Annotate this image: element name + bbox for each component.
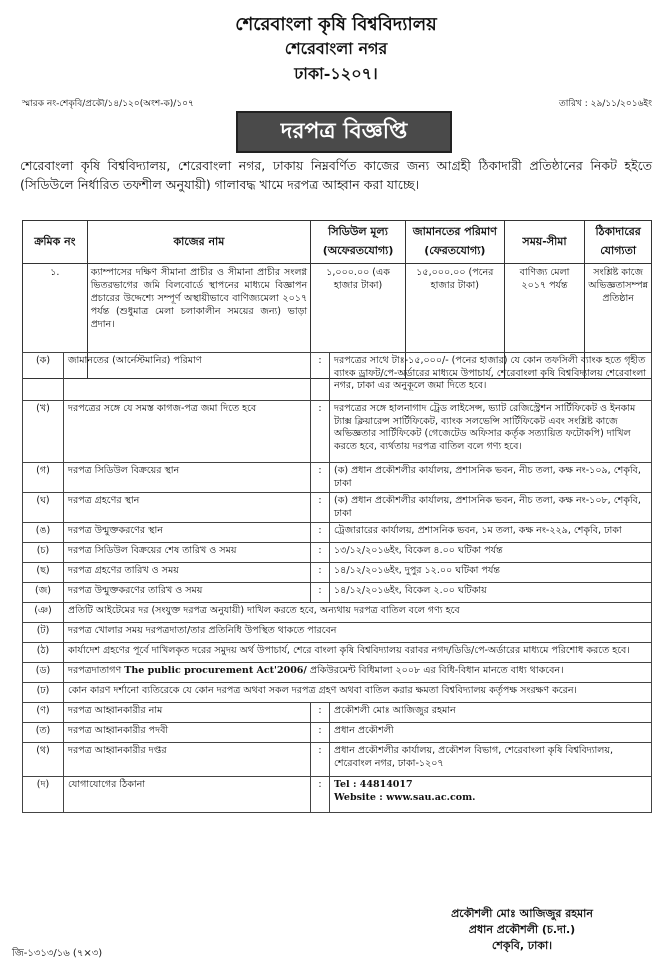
term-mark: (ত) — [23, 723, 64, 743]
contact-row — [23, 777, 652, 813]
term-colon: : — [311, 401, 330, 463]
cell-duration: বাণিজ্য মেলা ২০১৭ পর্যন্ত — [504, 264, 585, 379]
col-security: জামানতের পরিমাণ (ফেরতযোগ্য) — [405, 221, 504, 264]
term-colon: : — [311, 563, 330, 583]
note-text: দরপত্র খোলার সময় দরপত্রদাতা/তার প্রতিনিধি উপস্থিত থাকতে পারবেন — [64, 623, 652, 643]
term-mark: (ণ) — [23, 703, 64, 723]
term-value: (ক) প্রধান প্রকৌশলীর কার্যালয়, প্রশাসনিক ভবন, নীচ তলা, কক্ষ নং-১০৯, শেকৃবি, ঢাকা — [330, 463, 652, 493]
term-label: দরপত্র আহ্বানকারীর পদবী — [64, 723, 311, 743]
signatory-name: প্রকৌশলী মোঃ আজিজুর রহমান — [451, 907, 593, 920]
note-mark: (ঢ) — [23, 683, 64, 703]
university-name: শেরেবাংলা কৃষি বিশ্ববিদ্যালয় — [235, 14, 437, 35]
note-mark: (ড) — [23, 663, 64, 683]
term-row — [23, 583, 652, 603]
term-label: দরপত্র উন্মুক্তকরণের তারিখ ও সময় — [64, 583, 311, 603]
note-text-post: প্রকিউরমেন্ট বিধিমালা ২০০৮ এর বিধি-বিধান মানতে বাধ্য থাকবেন। — [306, 665, 564, 676]
contact-value — [330, 777, 652, 813]
note-text-pre: দরপত্রদাতাগণ — [68, 665, 125, 676]
term-mark: (গ) — [23, 463, 64, 493]
term-value: দরপত্রের সঙ্গে হালনাগাদ ট্রেড লাইসেন্স, ভ্যাট রেজিস্ট্রেশন সার্টিফিকেট ও ইনকাম ট্যাক্স ক্লিয়ারেন্স সার্টিফিকেট, ব্যাংক সলভেন্সি সার্টিফিকেট এবং সংশ্লিষ্ট কাজে অভিজ্ঞতার সার্টিফিকেট (গেজেটেড অফিসার কর্তৃক সত্যায়িত ফটোকপি) দাখিল করতে হবে, ব্যর্থতায় দরপত্র বাতিল বলে গণ্য হবে। — [330, 401, 652, 463]
term-row — [23, 523, 652, 543]
note-row — [23, 663, 652, 683]
notice-title: দরপত্র বিজ্ঞপ্তি — [236, 111, 452, 153]
term-colon: : — [311, 463, 330, 493]
term-label: দরপত্র গ্রহণের তারিখ ও সময় — [64, 563, 311, 583]
term-value: প্রধান প্রকৌশলীর কার্যালয়, প্রকৌশল বিভাগ, শেরেবাংলা কৃষি বিশ্ববিদ্যালয়, শেরেবাংল নগর, ঢাকা-১২০৭ — [330, 743, 652, 777]
cell-security: ১৫,০০০.০০ (পনের হাজার টাকা) — [405, 264, 504, 379]
term-label: জামানতের (আর্নেস্টমানির) পরিমাণ — [64, 353, 311, 401]
term-mark: (থ) — [23, 743, 64, 777]
footer-code: জি-১৩১৩/১৬ (৭×৩) — [12, 948, 103, 959]
memo-number: স্মারক নং-শেকৃবি/প্রকৌ/১৪/১২০(অংশ-ক)/১০৭ — [22, 99, 194, 109]
university-city: ঢাকা-১২০৭। — [294, 64, 378, 83]
term-row — [23, 463, 652, 493]
term-mark: (ছ) — [23, 563, 64, 583]
cell-work: ক্যাম্পাসের দক্ষিণ সীমানা প্রাচীর ও সীমানা প্রাচীর সংলগ্ন ভিতরভাগের জমি বিলবোর্ডে স্থাপনের মাধ্যমে বিজ্ঞাপন প্রচারের উদ্দেশ্যে সম্পূর্ণ অস্থায়ীভাবে বাণিজ্যমেলা ২০১৭ পর্যন্ত (শুধুমাত্র মেলা চলাকালীন সময়ের জন্য) ভাড়া প্রদান। — [87, 264, 310, 379]
term-mark: (জ) — [23, 583, 64, 603]
term-label: দরপত্রের সঙ্গে যে সমস্ত কাগজ-পত্র জমা দিতে হবে — [64, 401, 311, 463]
contact-phone: Tel : 44814017 — [334, 779, 413, 790]
term-row — [23, 703, 652, 723]
tender-table-header — [23, 221, 652, 264]
term-row — [23, 353, 652, 401]
col-serial: ক্রমিক নং — [23, 221, 88, 264]
term-label: দরপত্র আহ্বানকারীর নাম — [64, 703, 311, 723]
cell-qualification: সংশ্লিষ্ট কাজে অভিজ্ঞতাসম্পন্ন প্রতিষ্ঠান — [585, 264, 652, 379]
col-schedule-price: সিডিউল মূল্য (অফেরতযোগ্য) — [311, 221, 406, 264]
term-label: দরপত্র সিডিউল বিক্রয়ের শেষ তারিখ ও সময় — [64, 543, 311, 563]
term-row — [23, 493, 652, 523]
term-colon: : — [311, 777, 330, 813]
term-colon: : — [311, 353, 330, 401]
term-mark: (ঘ) — [23, 493, 64, 523]
term-row — [23, 543, 652, 563]
term-value: ১৪/১২/২০১৬ইং, দুপুর ১২.০০ ঘটিকা পর্যন্ত — [330, 563, 652, 583]
term-colon: : — [311, 583, 330, 603]
term-value: প্রধান প্রকৌশলী — [330, 723, 652, 743]
note-text: কোন কারণ দর্শানো ব্যতিরেকে যে কোন দরপত্র অথবা সকল দরপত্র গ্রহণ অথবা বাতিল করার ক্ষমতা বিশ্ববিদ্যালয় কর্তৃপক্ষ সংরক্ষণ করেন। — [64, 683, 652, 703]
term-row — [23, 743, 652, 777]
term-row — [23, 723, 652, 743]
term-mark: (দ) — [23, 777, 64, 813]
signatory-org: শেকৃবি, ঢাকা। — [491, 939, 553, 952]
term-label: দরপত্র উন্মুক্তকরণের স্থান — [64, 523, 311, 543]
note-mark: (ঠ) — [23, 643, 64, 663]
term-label: যোগাযোগের ঠিকানা — [64, 777, 311, 813]
term-value: ১৪/১২/২০১৬ইং, বিকেল ২.০০ ঘটিকায় — [330, 583, 652, 603]
note-text — [64, 663, 652, 683]
col-duration: সময়-সীমা — [504, 221, 585, 264]
cell-schedule-price: ১,০০০.০০ (এক হাজার টাকা) — [311, 264, 406, 379]
term-value: ১৩/১২/২০১৬ইং, বিকেল ৪.০০ ঘটিকা পর্যন্ত — [330, 543, 652, 563]
col-work: কাজের নাম — [87, 221, 310, 264]
contact-website: Website : www.sau.ac.com. — [334, 791, 476, 803]
note-text: কার্যাদেশ গ্রহণের পূর্বে দাখিলকৃত দরের সমুদয় অর্থ উপাচার্য, শেরে বাংলা কৃষি বিশ্ববিদ্যালয় বরাবর নগদ/ডিডি/পে-অর্ডারের মাধ্যমে পরিশোধ করতে হবে। — [64, 643, 652, 663]
note-row — [23, 603, 652, 623]
note-row — [23, 683, 652, 703]
term-mark: (ঙ) — [23, 523, 64, 543]
term-colon: : — [311, 543, 330, 563]
term-colon: : — [311, 743, 330, 777]
intro-paragraph: শেরেবাংলা কৃষি বিশ্ববিদ্যালয়, শেরেবাংলা নগর, ঢাকায় নিম্নবর্ণিত কাজের জন্য আগ্রহী ঠিকাদারী প্রতিষ্ঠানের নিকট হইতে (সিডিউলে নির্ধারিত তফশীল অনুযায়ী) গালাবদ্ধ খামে দরপত্র আহ্বান করা যাচ্ছে। — [20, 158, 652, 192]
note-mark: (ট) — [23, 623, 64, 643]
term-mark: (ক) — [23, 353, 64, 401]
term-value: প্রকৌশলী মোঃ আজিজুর রহমান — [330, 703, 652, 723]
term-label: দরপত্র আহ্বানকারীর দপ্তর — [64, 743, 311, 777]
note-text: প্রতিটি আইটেমের দর (সংযুক্ত দরপত্র অনুযায়ী) দাখিল করতে হবে, অন্যথায় দরপত্র বাতিল বলে গণ্য হবে — [64, 603, 652, 623]
term-label: দরপত্র সিডিউল বিক্রয়ের স্থান — [64, 463, 311, 493]
term-label: দরপত্র গ্রহণের স্থান — [64, 493, 311, 523]
cell-serial: ১. — [23, 264, 88, 379]
col-qualification: ঠিকাদারের যোগ্যতা — [585, 221, 652, 264]
terms-table — [22, 352, 652, 813]
term-mark: (চ) — [23, 543, 64, 563]
term-row — [23, 401, 652, 463]
term-row — [23, 563, 652, 583]
signatory-designation: প্রধান প্রকৌশলী (চ.দা.) — [468, 923, 576, 936]
term-colon: : — [311, 703, 330, 723]
note-mark: (ঞ) — [23, 603, 64, 623]
term-colon: : — [311, 723, 330, 743]
university-place: শেরেবাংলা নগর — [284, 39, 388, 58]
term-value: ট্রেজারারের কার্যালয়, প্রশাসনিক ভবন, ১ম তলা, কক্ষ নং-২২৯, শেকৃবি, ঢাকা — [330, 523, 652, 543]
note-row — [23, 643, 652, 663]
term-mark: (খ) — [23, 401, 64, 463]
term-value: (ক) প্রধান প্রকৌশলীর কার্যালয়, প্রশাসনিক ভবন, নীচ তলা, কক্ষ নং-১০৮, শেকৃবি, ঢাকা — [330, 493, 652, 523]
note-row — [23, 623, 652, 643]
signature-block — [402, 906, 642, 954]
term-colon: : — [311, 523, 330, 543]
term-value: দরপত্রের সাথে টাঃ-১৫,০০০/- (পনের হাজার) যে কোন তফসিলী ব্যাংক হতে গৃহীত ব্যাংক ড্রাফট/পে-অর্ডারের মাধ্যমে উপাচার্য, শেরেবাংলা কৃষি বিশ্ববিদ্যালয় শেরেবাংলা নগর, ঢাকা এর অনুকূলে জমা দিতে হবে। — [330, 353, 652, 401]
procurement-act: The public procurement Act'2006/ — [124, 665, 307, 676]
term-colon: : — [311, 493, 330, 523]
notice-date: তারিখ : ২৯/১১/২০১৬ইং — [559, 99, 652, 109]
